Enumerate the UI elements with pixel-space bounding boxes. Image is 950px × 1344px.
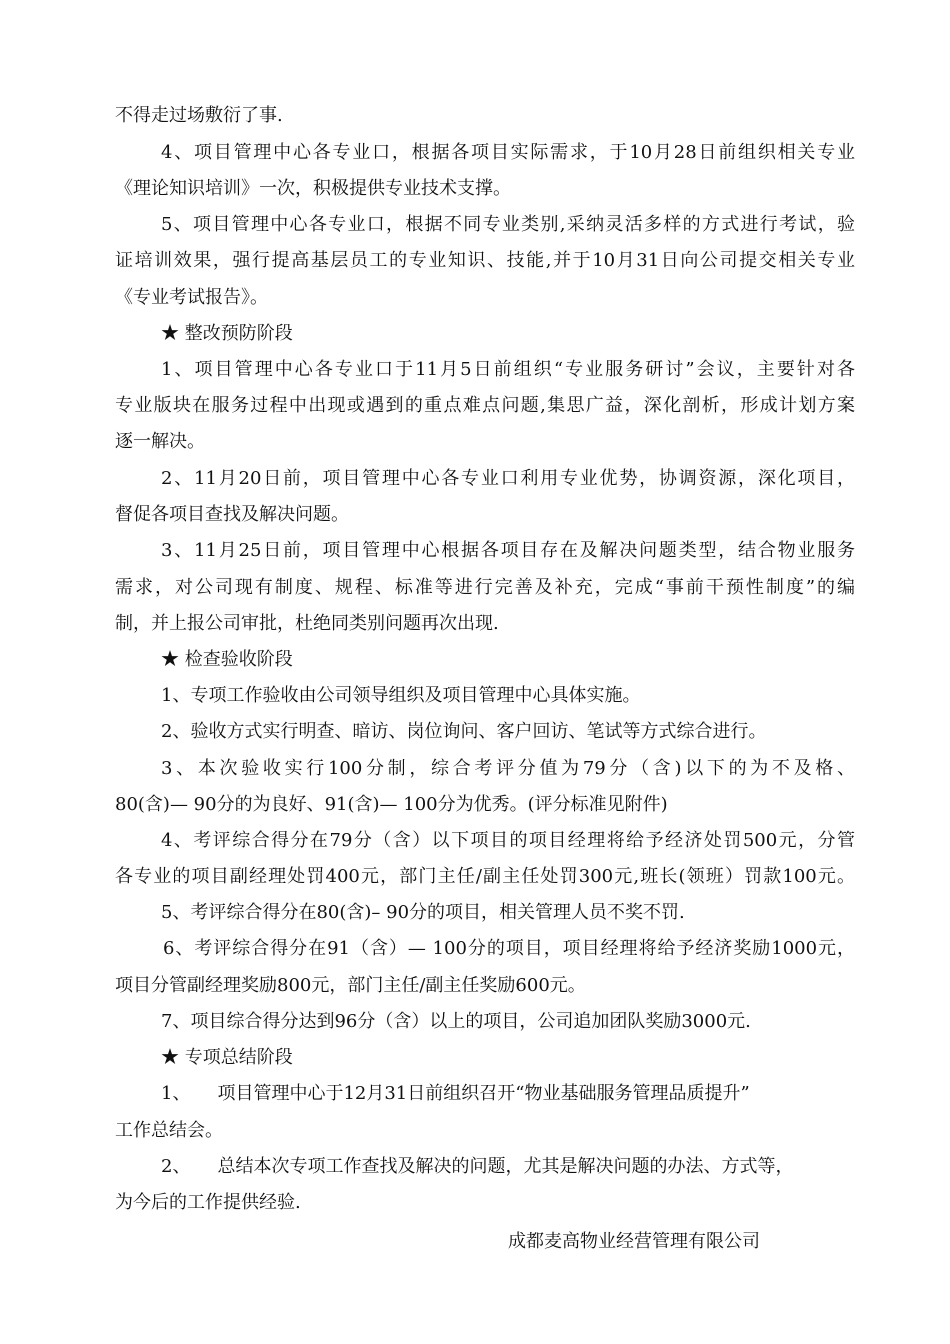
paragraph-line: 为今后的工作提供经验. (115, 1192, 301, 1213)
paragraph-line: 5、考评综合得分在80(含)– 90分的项目，相关管理人员不奖不罚. (161, 902, 685, 923)
paragraph-line: 不得走过场敷衍了事. (115, 105, 283, 126)
paragraph-line: 专业版块在服务过程中出现或遇到的重点难点问题,集思广益，深化剖析，形成计划方案 (115, 395, 855, 416)
paragraph-line: 2、11月20日前，项目管理中心各专业口利用专业优势，协调资源，深化项目， (161, 468, 855, 489)
paragraph-line: 逐一解决。 (115, 431, 205, 452)
paragraph-line: 督促各项目查找及解决问题。 (115, 504, 349, 525)
paragraph-line: 制，并上报公司审批，杜绝同类别问题再次出现. (115, 613, 499, 634)
paragraph-line: 1、 项目管理中心于12月31日前组织召开“物业基础服务管理品质提升” (161, 1083, 750, 1104)
paragraph-line: 工作总结会。 (115, 1120, 223, 1141)
paragraph-line: 7、项目综合得分达到96分（含）以上的项目，公司追加团队奖励3000元. (161, 1011, 751, 1032)
paragraph-line: 3、11月25日前，项目管理中心根据各项目存在及解决问题类型，结合物业服务 (161, 540, 855, 561)
company-signature: 成都麦高物业经营管理有限公司 (508, 1231, 760, 1252)
paragraph-line: 3、本次验收实行100分制，综合考评分值为79分（含)以下的为不及格、 (161, 758, 855, 779)
paragraph-line: 《专业考试报告》。 (115, 287, 268, 308)
paragraph-line: 2、验收方式实行明查、暗访、岗位询问、客户回访、笔试等方式综合进行。 (161, 721, 767, 742)
paragraph-line: 5、项目管理中心各专业口，根据不同专业类别,采纳灵活多样的方式进行考试，验 (161, 214, 855, 235)
paragraph-line: 1、项目管理中心各专业口于11月5日前组织“专业服务研讨”会议，主要针对各 (161, 359, 855, 380)
paragraph-line: 2、 总结本次专项工作查找及解决的问题，尤其是解决问题的办法、方式等， (161, 1156, 794, 1177)
section-heading: ★ 专项总结阶段 (161, 1047, 293, 1068)
section-heading: ★ 整改预防阶段 (161, 323, 293, 344)
section-heading: ★ 检查验收阶段 (161, 649, 293, 670)
paragraph-line: 4、考评综合得分在79分（含）以下项目的项目经理将给予经济处罚500元，分管 (161, 830, 855, 851)
paragraph-line: 6、考评综合得分在91（含）— 100分的项目，项目经理将给予经济奖励1000元， (163, 938, 855, 959)
paragraph-line: 各专业的项目副经理处罚400元，部门主任/副主任处罚300元,班长(领班）罚款100元。 (115, 866, 855, 887)
paragraph-line: 4、项目管理中心各专业口，根据各项目实际需求，于10月28日前组织相关专业 (161, 142, 855, 163)
paragraph-line: 1、专项工作验收由公司领导组织及项目管理中心具体实施。 (161, 685, 641, 706)
paragraph-line: 需求，对公司现有制度、规程、标准等进行完善及补充，完成“事前干预性制度”的编 (115, 577, 855, 598)
paragraph-line: 证培训效果，强行提高基层员工的专业知识、技能,并于10月31日向公司提交相关专业 (115, 250, 855, 271)
paragraph-line: 项目分管副经理奖励800元，部门主任/副主任奖励600元。 (115, 975, 586, 996)
paragraph-line: 80(含)— 90分的为良好、91(含)— 100分为优秀。(评分标准见附件) (115, 794, 668, 815)
paragraph-line: 《理论知识培训》一次，积极提供专业技术支撑。 (115, 178, 511, 199)
